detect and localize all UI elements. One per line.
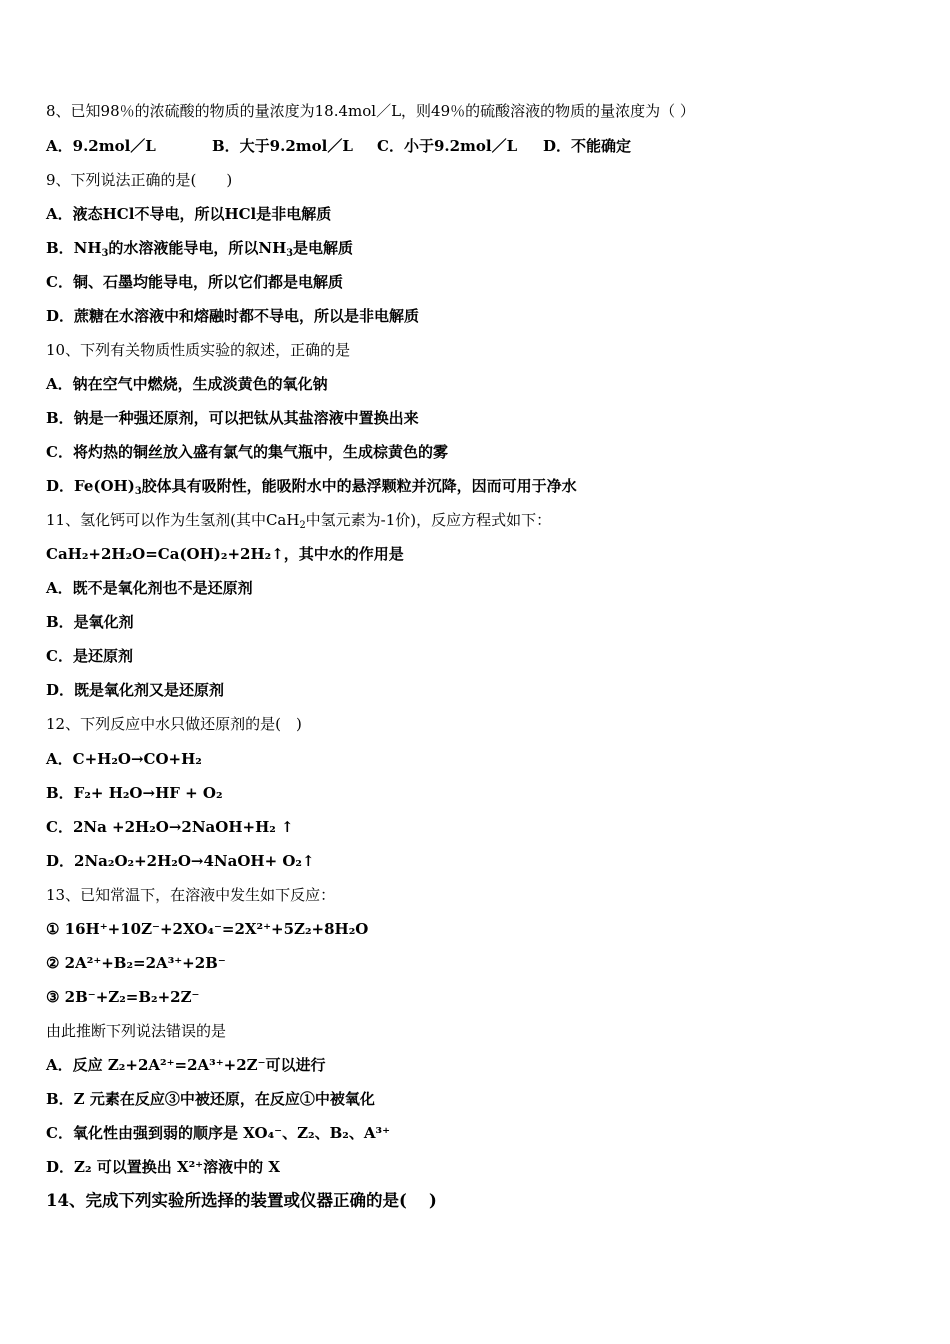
q13-option-d: D．Z₂ 可以置换出 X²⁺溶液中的 X	[46, 1158, 280, 1176]
q11-equation: CaH₂+2H₂O=Ca(OH)₂+2H₂↑，其中水的作用是	[46, 545, 404, 563]
q13-reaction-2: ② 2A²⁺+B₂=2A³⁺+2B⁻	[46, 954, 226, 972]
q10-option-b: B．钠是一种强还原剂，可以把钛从其盐溶液中置换出来	[46, 409, 419, 427]
q9-option-a: A．液态HCl不导电，所以HCl是非电解质	[46, 205, 332, 223]
q10-option-d: D．$Fe(OH)_3$胶体具有吸附性，能吸附水中的悬浮颗粒并沉降，因而可用于净水	[46, 477, 577, 497]
q9-stem: 9、下列说法正确的是( )	[46, 171, 233, 189]
q12-option-a: A．C+H₂O→CO+H₂	[46, 750, 202, 768]
q8-option-a: A．9.2mol／L	[46, 137, 156, 155]
q13-inference: 由此推断下列说法错误的是	[46, 1022, 227, 1040]
q8-option-b: B．大于9.2mol／L	[212, 137, 353, 155]
q11-option-a: A．既不是氧化剂也不是还原剂	[46, 579, 253, 597]
q12-option-d: D．2Na₂O₂+2H₂O→4NaOH+ O₂↑	[46, 852, 315, 870]
q13-option-b: B．Z 元素在反应③中被还原，在反应①中被氧化	[46, 1090, 375, 1108]
q9-option-d: D．蔗糖在水溶液中和熔融时都不导电，所以是非电解质	[46, 307, 420, 325]
q10-option-a: A．钠在空气中燃烧，生成淡黄色的氧化钠	[46, 375, 328, 393]
q8-option-c: C．小于9.2mol／L	[377, 137, 518, 155]
q10-stem: 10、下列有关物质性质实验的叙述，正确的是	[46, 341, 351, 359]
q9-option-b: B．$NH_3$的水溶液能导电，所以$NH_3$是电解质	[46, 239, 354, 259]
q12-option-c: C．2Na +2H₂O→2NaOH+H₂ ↑	[46, 818, 294, 836]
q11-option-d: D．既是氧化剂又是还原剂	[46, 681, 225, 699]
q13-stem: 13、已知常温下，在溶液中发生如下反应：	[46, 886, 336, 904]
q12-stem: 12、下列反应中水只做还原剂的是( )	[46, 715, 302, 733]
q12-option-b: B．F₂+ H₂O→HF + O₂	[46, 784, 223, 802]
q13-option-c: C．氧化性由强到弱的顺序是 XO₄⁻、Z₂、B₂、A³⁺	[46, 1124, 390, 1142]
q9-option-c: C．铜、石墨均能导电，所以它们都是电解质	[46, 273, 343, 291]
q13-reaction-3: ③ 2B⁻+Z₂=B₂+2Z⁻	[46, 988, 200, 1006]
q10-option-c: C．将灼热的铜丝放入盛有氯气的集气瓶中，生成棕黄色的雾	[46, 443, 448, 461]
q8-option-d: D．不能确定	[543, 137, 632, 155]
q8-stem: 8、已知98％的浓硫酸的物质的量浓度为18.4mol／L，则49％的硫酸溶液的物质的量浓度为（ ）	[46, 102, 695, 120]
q14-stem: 14、完成下列实验所选择的装置或仪器正确的是( )	[46, 1191, 437, 1210]
q8-options	[46, 136, 631, 156]
q11-stem: 11、氢化钙可以作为生氢剂(其中CaH$_2$中氢元素为-1价)，反应方程式如下：	[46, 511, 552, 531]
q11-option-b: B．是氧化剂	[46, 613, 134, 631]
q13-reaction-1: ① 16H⁺+10Z⁻+2XO₄⁻=2X²⁺+5Z₂+8H₂O	[46, 920, 369, 938]
q11-option-c: C．是还原剂	[46, 647, 133, 665]
q13-option-a: A．反应 Z₂+2A²⁺=2A³⁺+2Z⁻可以进行	[46, 1056, 326, 1074]
